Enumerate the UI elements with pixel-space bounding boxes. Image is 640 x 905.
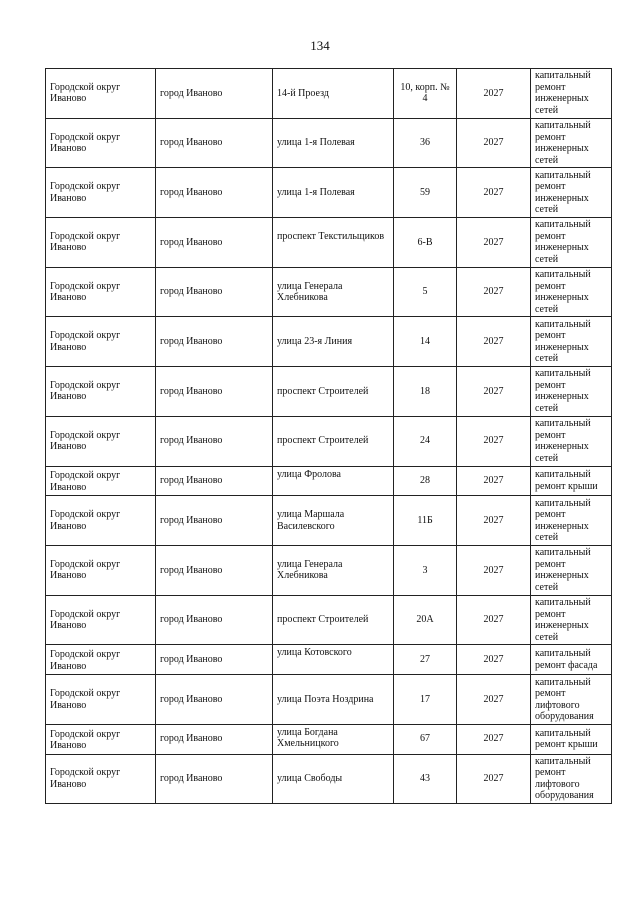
cell-house: 43 — [394, 754, 457, 804]
cell-work-type: капитальный ремонт лифтового оборудования — [531, 754, 612, 804]
cell-year: 2027 — [457, 118, 531, 168]
cell-district: Городской округ Иваново — [46, 545, 156, 595]
cell-year: 2027 — [457, 218, 531, 268]
cell-house: 11Б — [394, 496, 457, 546]
cell-street: улица Богдана Хмельницкого — [273, 724, 394, 754]
table-row — [46, 754, 612, 804]
cell-house: 27 — [394, 645, 457, 675]
cell-street: улица Поэта Ноздрина — [273, 675, 394, 725]
table-row — [46, 317, 612, 367]
cell-work-type: капитальный ремонт крыши — [531, 466, 612, 496]
cell-city: город Иваново — [156, 645, 273, 675]
cell-city: город Иваново — [156, 545, 273, 595]
cell-city: город Иваново — [156, 367, 273, 417]
cell-district: Городской округ Иваново — [46, 675, 156, 725]
cell-district: Городской округ Иваново — [46, 595, 156, 645]
cell-work-type: капитальный ремонт инженерных сетей — [531, 545, 612, 595]
cell-district: Городской округ Иваново — [46, 118, 156, 168]
cell-work-type: капитальный ремонт инженерных сетей — [531, 367, 612, 417]
cell-district: Городской округ Иваново — [46, 317, 156, 367]
cell-street: 14-й Проезд — [273, 69, 394, 119]
cell-city: город Иваново — [156, 466, 273, 496]
cell-house: 6-В — [394, 218, 457, 268]
cell-city: город Иваново — [156, 595, 273, 645]
table-row — [46, 595, 612, 645]
cell-city: город Иваново — [156, 724, 273, 754]
table-row — [46, 545, 612, 595]
cell-street: улица Генерала Хлебникова — [273, 267, 394, 317]
cell-year: 2027 — [457, 416, 531, 466]
cell-street: улица 23-я Линия — [273, 317, 394, 367]
cell-city: город Иваново — [156, 754, 273, 804]
cell-house: 24 — [394, 416, 457, 466]
cell-work-type: капитальный ремонт инженерных сетей — [531, 317, 612, 367]
cell-city: город Иваново — [156, 317, 273, 367]
cell-street: улица Маршала Василевского — [273, 496, 394, 546]
cell-year: 2027 — [457, 595, 531, 645]
cell-street: улица 1-я Полевая — [273, 118, 394, 168]
cell-work-type: капитальный ремонт инженерных сетей — [531, 69, 612, 119]
cell-district: Городской округ Иваново — [46, 466, 156, 496]
cell-district: Городской округ Иваново — [46, 69, 156, 119]
cell-year: 2027 — [457, 367, 531, 417]
cell-district: Городской округ Иваново — [46, 754, 156, 804]
cell-district: Городской округ Иваново — [46, 218, 156, 268]
cell-year: 2027 — [457, 545, 531, 595]
cell-district: Городской округ Иваново — [46, 645, 156, 675]
table-row — [46, 416, 612, 466]
table-row — [46, 69, 612, 119]
cell-work-type: капитальный ремонт инженерных сетей — [531, 168, 612, 218]
cell-city: город Иваново — [156, 267, 273, 317]
cell-house: 59 — [394, 168, 457, 218]
cell-house: 67 — [394, 724, 457, 754]
cell-street: улица 1-я Полевая — [273, 168, 394, 218]
cell-street: проспект Строителей — [273, 367, 394, 417]
cell-work-type: капитальный ремонт инженерных сетей — [531, 267, 612, 317]
table-row — [46, 466, 612, 496]
cell-city: город Иваново — [156, 218, 273, 268]
table-row — [46, 675, 612, 725]
cell-district: Городской округ Иваново — [46, 724, 156, 754]
cell-city: город Иваново — [156, 118, 273, 168]
cell-work-type: капитальный ремонт лифтового оборудования — [531, 675, 612, 725]
cell-city: город Иваново — [156, 69, 273, 119]
cell-house: 18 — [394, 367, 457, 417]
table-row — [46, 118, 612, 168]
cell-district: Городской округ Иваново — [46, 267, 156, 317]
cell-work-type: капитальный ремонт крыши — [531, 724, 612, 754]
cell-street: улица Котовского — [273, 645, 394, 675]
cell-house: 10, корп. № 4 — [394, 69, 457, 119]
cell-district: Городской округ Иваново — [46, 496, 156, 546]
cell-work-type: капитальный ремонт фасада — [531, 645, 612, 675]
cell-year: 2027 — [457, 645, 531, 675]
cell-house: 3 — [394, 545, 457, 595]
cell-work-type: капитальный ремонт инженерных сетей — [531, 118, 612, 168]
cell-year: 2027 — [457, 69, 531, 119]
cell-year: 2027 — [457, 466, 531, 496]
cell-city: город Иваново — [156, 416, 273, 466]
cell-city: город Иваново — [156, 496, 273, 546]
cell-street: проспект Строителей — [273, 416, 394, 466]
cell-year: 2027 — [457, 496, 531, 546]
page-number: 134 — [310, 38, 330, 53]
cell-house: 28 — [394, 466, 457, 496]
cell-street: проспект Строителей — [273, 595, 394, 645]
table-row — [46, 168, 612, 218]
cell-house: 17 — [394, 675, 457, 725]
cell-street: проспект Текстильщиков — [273, 218, 394, 268]
table-row — [46, 724, 612, 754]
cell-year: 2027 — [457, 168, 531, 218]
table-row — [46, 218, 612, 268]
cell-district: Городской округ Иваново — [46, 168, 156, 218]
cell-district: Городской округ Иваново — [46, 367, 156, 417]
table-row — [46, 267, 612, 317]
cell-year: 2027 — [457, 317, 531, 367]
cell-street: улица Свободы — [273, 754, 394, 804]
works-table — [45, 68, 612, 804]
cell-city: город Иваново — [156, 675, 273, 725]
cell-work-type: капитальный ремонт инженерных сетей — [531, 496, 612, 546]
cell-year: 2027 — [457, 754, 531, 804]
cell-house: 5 — [394, 267, 457, 317]
cell-house: 14 — [394, 317, 457, 367]
works-table-body — [46, 69, 612, 804]
cell-house: 36 — [394, 118, 457, 168]
cell-work-type: капитальный ремонт инженерных сетей — [531, 218, 612, 268]
table-row — [46, 645, 612, 675]
cell-city: город Иваново — [156, 168, 273, 218]
cell-district: Городской округ Иваново — [46, 416, 156, 466]
cell-year: 2027 — [457, 724, 531, 754]
table-row — [46, 496, 612, 546]
table-row — [46, 367, 612, 417]
cell-house: 20А — [394, 595, 457, 645]
cell-street: улица Генерала Хлебникова — [273, 545, 394, 595]
cell-year: 2027 — [457, 267, 531, 317]
cell-year: 2027 — [457, 675, 531, 725]
cell-street: улица Фролова — [273, 466, 394, 496]
cell-work-type: капитальный ремонт инженерных сетей — [531, 416, 612, 466]
cell-work-type: капитальный ремонт инженерных сетей — [531, 595, 612, 645]
